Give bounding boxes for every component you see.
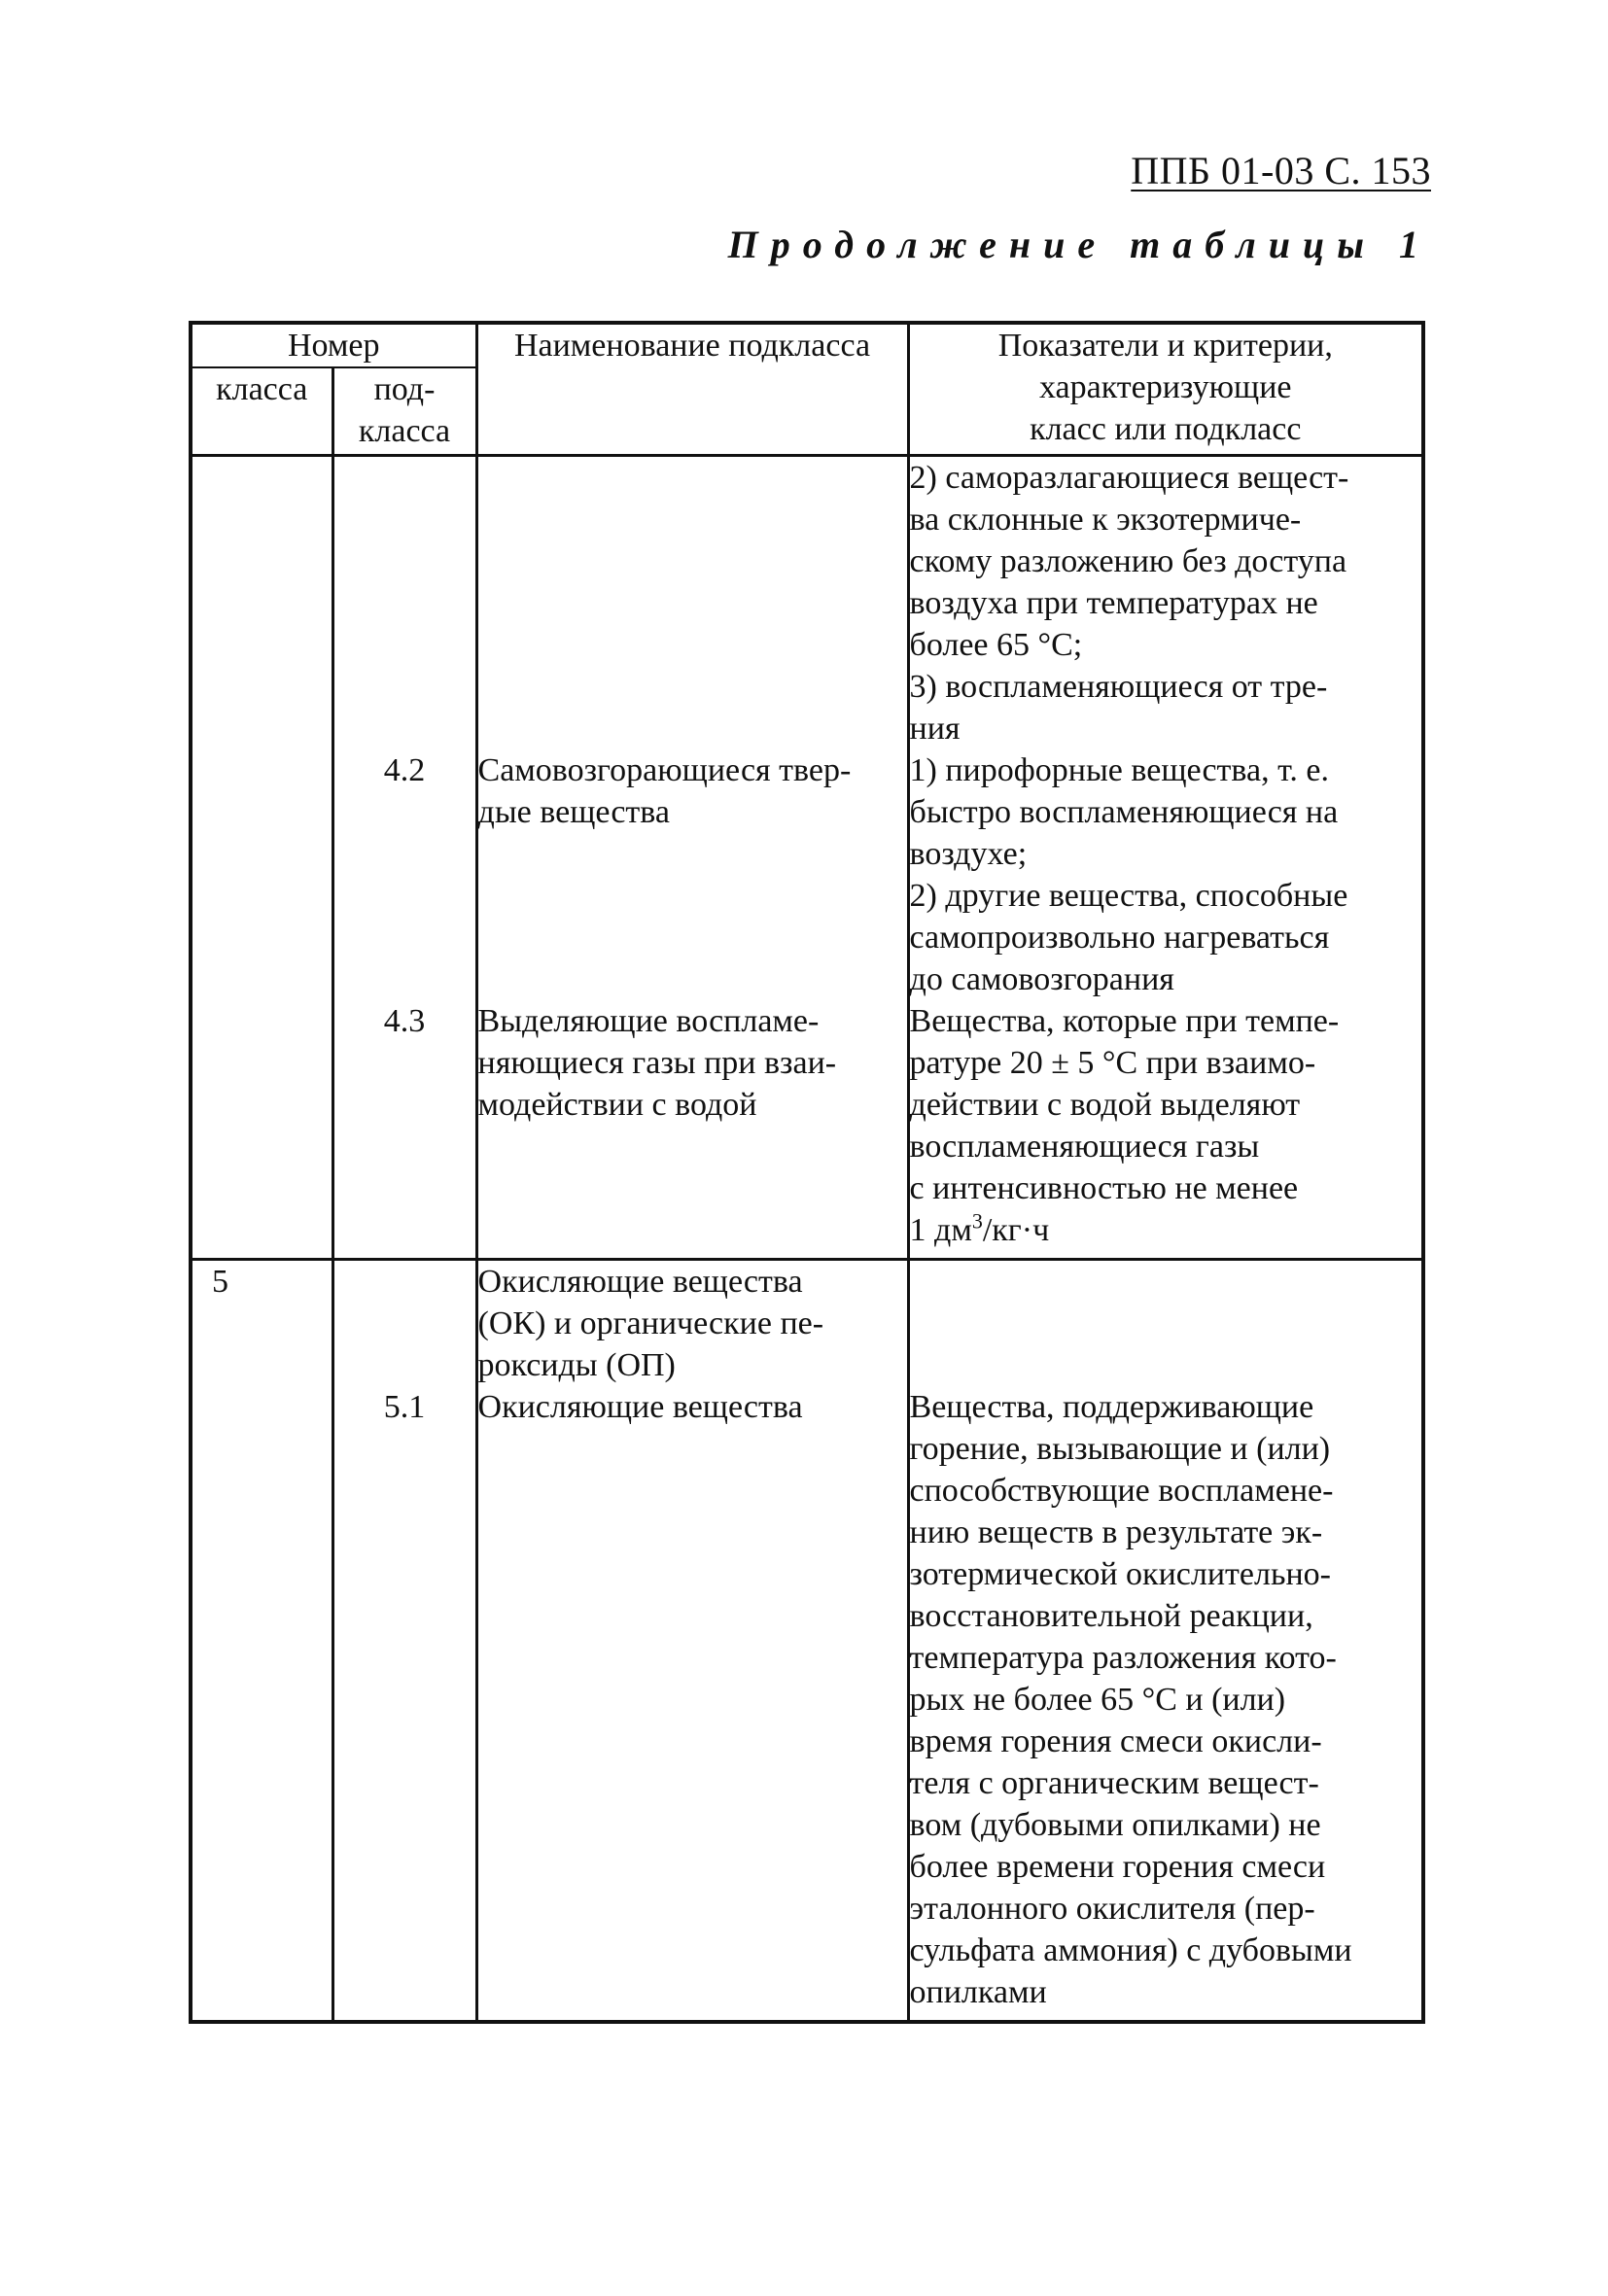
criteria-5-1-line-13: эталонного окислителя (пер- <box>909 1891 1315 1928</box>
class-5-name-line-2: (ОК) и органические пе- <box>477 1305 824 1342</box>
criteria-5-1-line-2: горение, вызывающие и (или) <box>909 1431 1331 1468</box>
criteria-4-1-line-4: воздуха при температурах не <box>909 585 1318 621</box>
criteria-4-3-unit-post: /кг·ч <box>982 1212 1050 1248</box>
class-5-number: 5 <box>212 1264 228 1301</box>
criteria-5-1-line-1: Вещества, поддерживающие <box>909 1389 1314 1426</box>
subclass-5-1-name: Окисляющие вещества <box>477 1389 803 1426</box>
criteria-4-2-line-1: 1) пирофорные вещества, т. е. <box>909 752 1329 788</box>
subclass-4-2-name-line-2: дые вещества <box>477 794 670 830</box>
criteria-4-1-line-3: скому разложению без доступа <box>909 543 1347 579</box>
subclass-5-1-number: 5.1 <box>383 1389 426 1426</box>
subclass-4-2-name-line-1: Самовозгорающиеся твер- <box>477 752 852 788</box>
header-subclass-line-1: под- <box>373 371 436 407</box>
subclass-4-3-name-line-3: модействии с водой <box>477 1087 757 1123</box>
criteria-4-3-line-2: ратуре 20 ± 5 °С при взаимо- <box>909 1045 1316 1081</box>
class-cell-4 <box>191 456 332 1260</box>
subclass-4-3-number: 4.3 <box>383 1003 426 1039</box>
table-row-class-4 <box>191 456 1423 1260</box>
criteria-5-1-line-8: рых не более 65 °С и (или) <box>909 1682 1286 1719</box>
subclass-4-3-name-line-1: Выделяющие воспламе- <box>477 1003 820 1039</box>
criteria-5-1-line-6: восстановительной реакции, <box>909 1598 1313 1635</box>
criteria-4-2-line-4: 2) другие вещества, способные <box>909 878 1348 914</box>
subclass-4-2-number: 4.2 <box>383 752 426 788</box>
name-cell-5 <box>476 1260 908 2022</box>
subclass-cell-4 <box>332 456 476 1260</box>
header-subclass <box>332 367 476 456</box>
criteria-4-2-line-3: воздухе; <box>909 836 1028 872</box>
criteria-5-1-line-9: время горения смеси окисли- <box>909 1723 1322 1760</box>
criteria-4-2-line-6: до самовозгорания <box>909 961 1174 997</box>
criteria-4-1-line-1: 2) саморазлагающиеся вещест- <box>909 460 1349 496</box>
class-cell-5 <box>191 1260 332 2022</box>
criteria-4-2-line-2: быстро воспламеняющиеся на <box>909 794 1339 830</box>
criteria-5-1-line-15: опилками <box>909 1974 1047 2011</box>
criteria-4-3-unit-sup: 3 <box>971 1208 983 1234</box>
criteria-4-1-line-6: 3) воспламеняющиеся от тре- <box>909 669 1328 705</box>
subclass-4-3-name-line-2: няющиеся газы при взаи- <box>477 1045 837 1081</box>
hazard-class-table <box>189 321 1425 2024</box>
page-reference: ППБ 01-03 С. 153 <box>1131 149 1431 192</box>
criteria-5-1-line-11: вом (дубовыми опилками) не <box>909 1807 1321 1844</box>
name-cell-4 <box>476 456 908 1260</box>
table-row-class-5 <box>191 1260 1423 2022</box>
criteria-cell-4 <box>908 456 1423 1260</box>
criteria-4-2-line-5: самопроизвольно нагреваться <box>909 920 1330 956</box>
criteria-4-3-unit-pre: 1 дм <box>909 1212 972 1248</box>
criteria-5-1-line-10: теля с органическим вещест- <box>909 1765 1319 1802</box>
header-subclass-line-2: класса <box>358 413 451 449</box>
criteria-4-1-line-5: более 65 °С; <box>909 627 1083 663</box>
header-criteria-line-1: Показатели и критерии, <box>997 328 1333 364</box>
class-5-name-line-1: Окисляющие вещества <box>477 1264 803 1301</box>
criteria-5-1-line-3: способствующие воспламене- <box>909 1473 1334 1510</box>
criteria-5-1-line-7: температура разложения кото- <box>909 1640 1337 1677</box>
table-header-row <box>191 323 1423 367</box>
table-continuation-title: Продолжение таблицы 1 <box>727 223 1431 266</box>
criteria-5-1-line-14: сульфата аммония) с дубовыми <box>909 1932 1352 1969</box>
criteria-4-3-line-3: действии с водой выделяют <box>909 1087 1301 1123</box>
criteria-cell-5 <box>908 1260 1423 2022</box>
criteria-4-1-line-2: ва склонные к экзотермиче- <box>909 502 1302 538</box>
criteria-4-3-line-5: с интенсивностью не менее <box>909 1170 1299 1206</box>
criteria-4-3-line-1: Вещества, которые при темпе- <box>909 1003 1340 1039</box>
header-class: класса <box>191 367 332 456</box>
header-subclass-name: Наименование подкласса <box>476 323 908 456</box>
header-number-group: Номер <box>191 323 476 367</box>
header-criteria-line-3: класс или подкласс <box>1030 411 1302 447</box>
criteria-4-3-line-6 <box>910 1209 1422 1251</box>
header-criteria-line-2: характеризующие <box>1038 369 1292 405</box>
criteria-4-3-line-4: воспламеняющиеся газы <box>909 1129 1260 1165</box>
criteria-5-1-line-12: более времени горения смеси <box>909 1849 1326 1886</box>
criteria-5-1-line-5: зотермической окислительно- <box>909 1556 1331 1593</box>
class-5-name-line-3: роксиды (ОП) <box>477 1347 676 1384</box>
header-criteria <box>908 323 1423 456</box>
criteria-4-1-line-7: ния <box>909 711 961 747</box>
subclass-cell-5 <box>332 1260 476 2022</box>
criteria-5-1-line-4: нию веществ в результате эк- <box>909 1514 1323 1551</box>
